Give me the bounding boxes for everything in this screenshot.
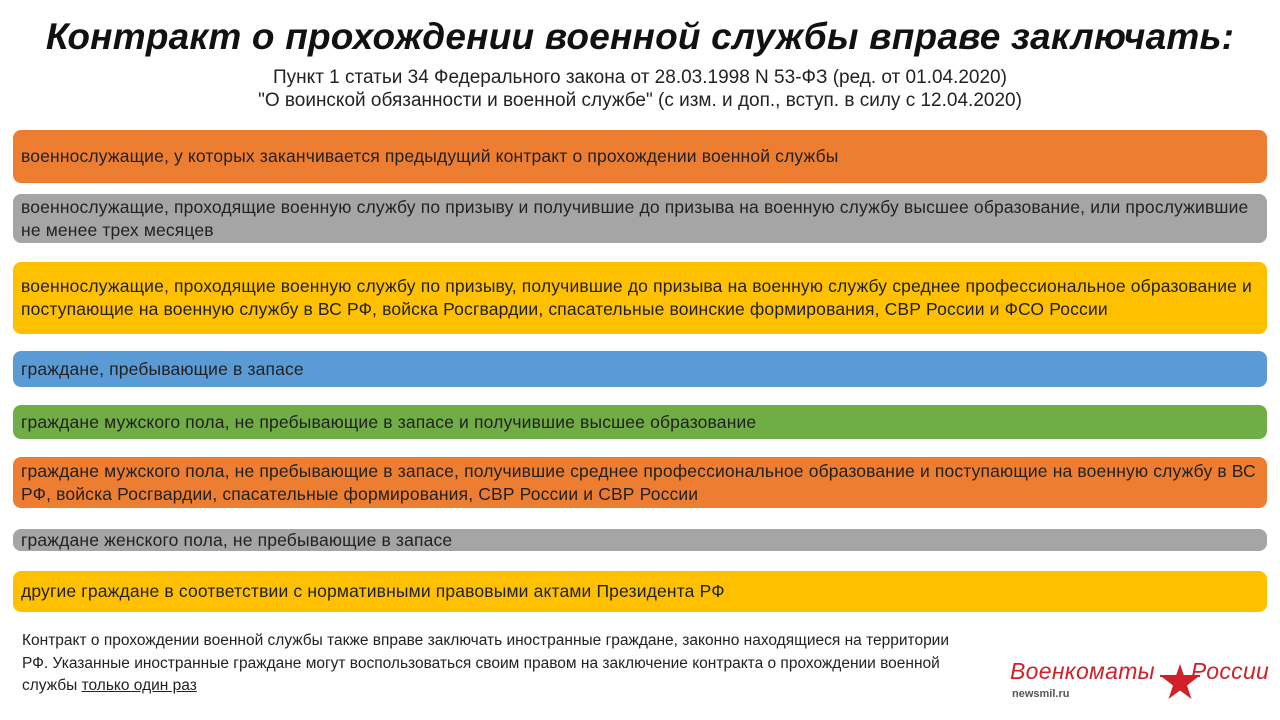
legal-reference-line-2: "О воинской обязанности и военной службе" (с изм. и доп., вступ. в силу с 12.04.2020) <box>258 90 1022 111</box>
footnote <box>22 630 962 698</box>
category-item: другие граждане в соответствии с нормативными правовыми актами Президента РФ <box>13 571 1267 612</box>
legal-reference <box>0 66 1280 112</box>
legal-reference-line-1: Пункт 1 статьи 34 Федерального закона от 28.03.1998 N 53-ФЗ (ред. от 01.04.2020) <box>273 67 1007 88</box>
category-item: граждане женского пола, не пребывающие в запасе <box>13 529 1267 551</box>
page-title: Контракт о прохождении военной службы вправе заключать: <box>45 16 1235 57</box>
category-item: военнослужащие, проходящие военную службу по призыву и получившие до призыва на военную службу высшее образование, или прослужившие не менее трех месяцев <box>13 194 1267 243</box>
category-item: военнослужащие, у которых заканчивается предыдущий контракт о прохождении военной службы <box>13 130 1267 183</box>
red-star-icon <box>1160 662 1200 702</box>
voenkomaty-logo <box>1010 658 1270 708</box>
logo-wordmark <box>1010 658 1269 685</box>
category-item: граждане, пребывающие в запасе <box>13 351 1267 387</box>
logo-word-2: России <box>1190 658 1270 684</box>
category-item: граждане мужского пола, не пребывающие в запасе и получившие высшее образование <box>13 405 1267 439</box>
category-item: военнослужащие, проходящие военную службу по призыву, получившие до призыва на военную службу среднее профессиональное образование и поступающие на военную службу в ВС РФ, войска Росгвардии, спасательные воинские формирования, СВР России и ФСО России <box>13 262 1267 334</box>
footnote-emphasis: только один раз <box>81 677 197 694</box>
logo-site: newsmil.ru <box>1012 688 1070 700</box>
footnote-text: Контракт о прохождении военной службы также вправе заключать иностранные граждане, законно находящиеся на территории РФ. Указанные иностранные граждане могут воспользоваться своим правом на заключение контракта о прохождении военной службы <box>22 632 950 694</box>
logo-word-1: Военкоматы <box>1010 658 1155 684</box>
category-item: граждане мужского пола, не пребывающие в запасе, получившие среднее профессиональное образование и поступающие на военную службу в ВС РФ, войска Росгвардии, спасательные формирования, СВР России и СВР России <box>13 457 1267 508</box>
